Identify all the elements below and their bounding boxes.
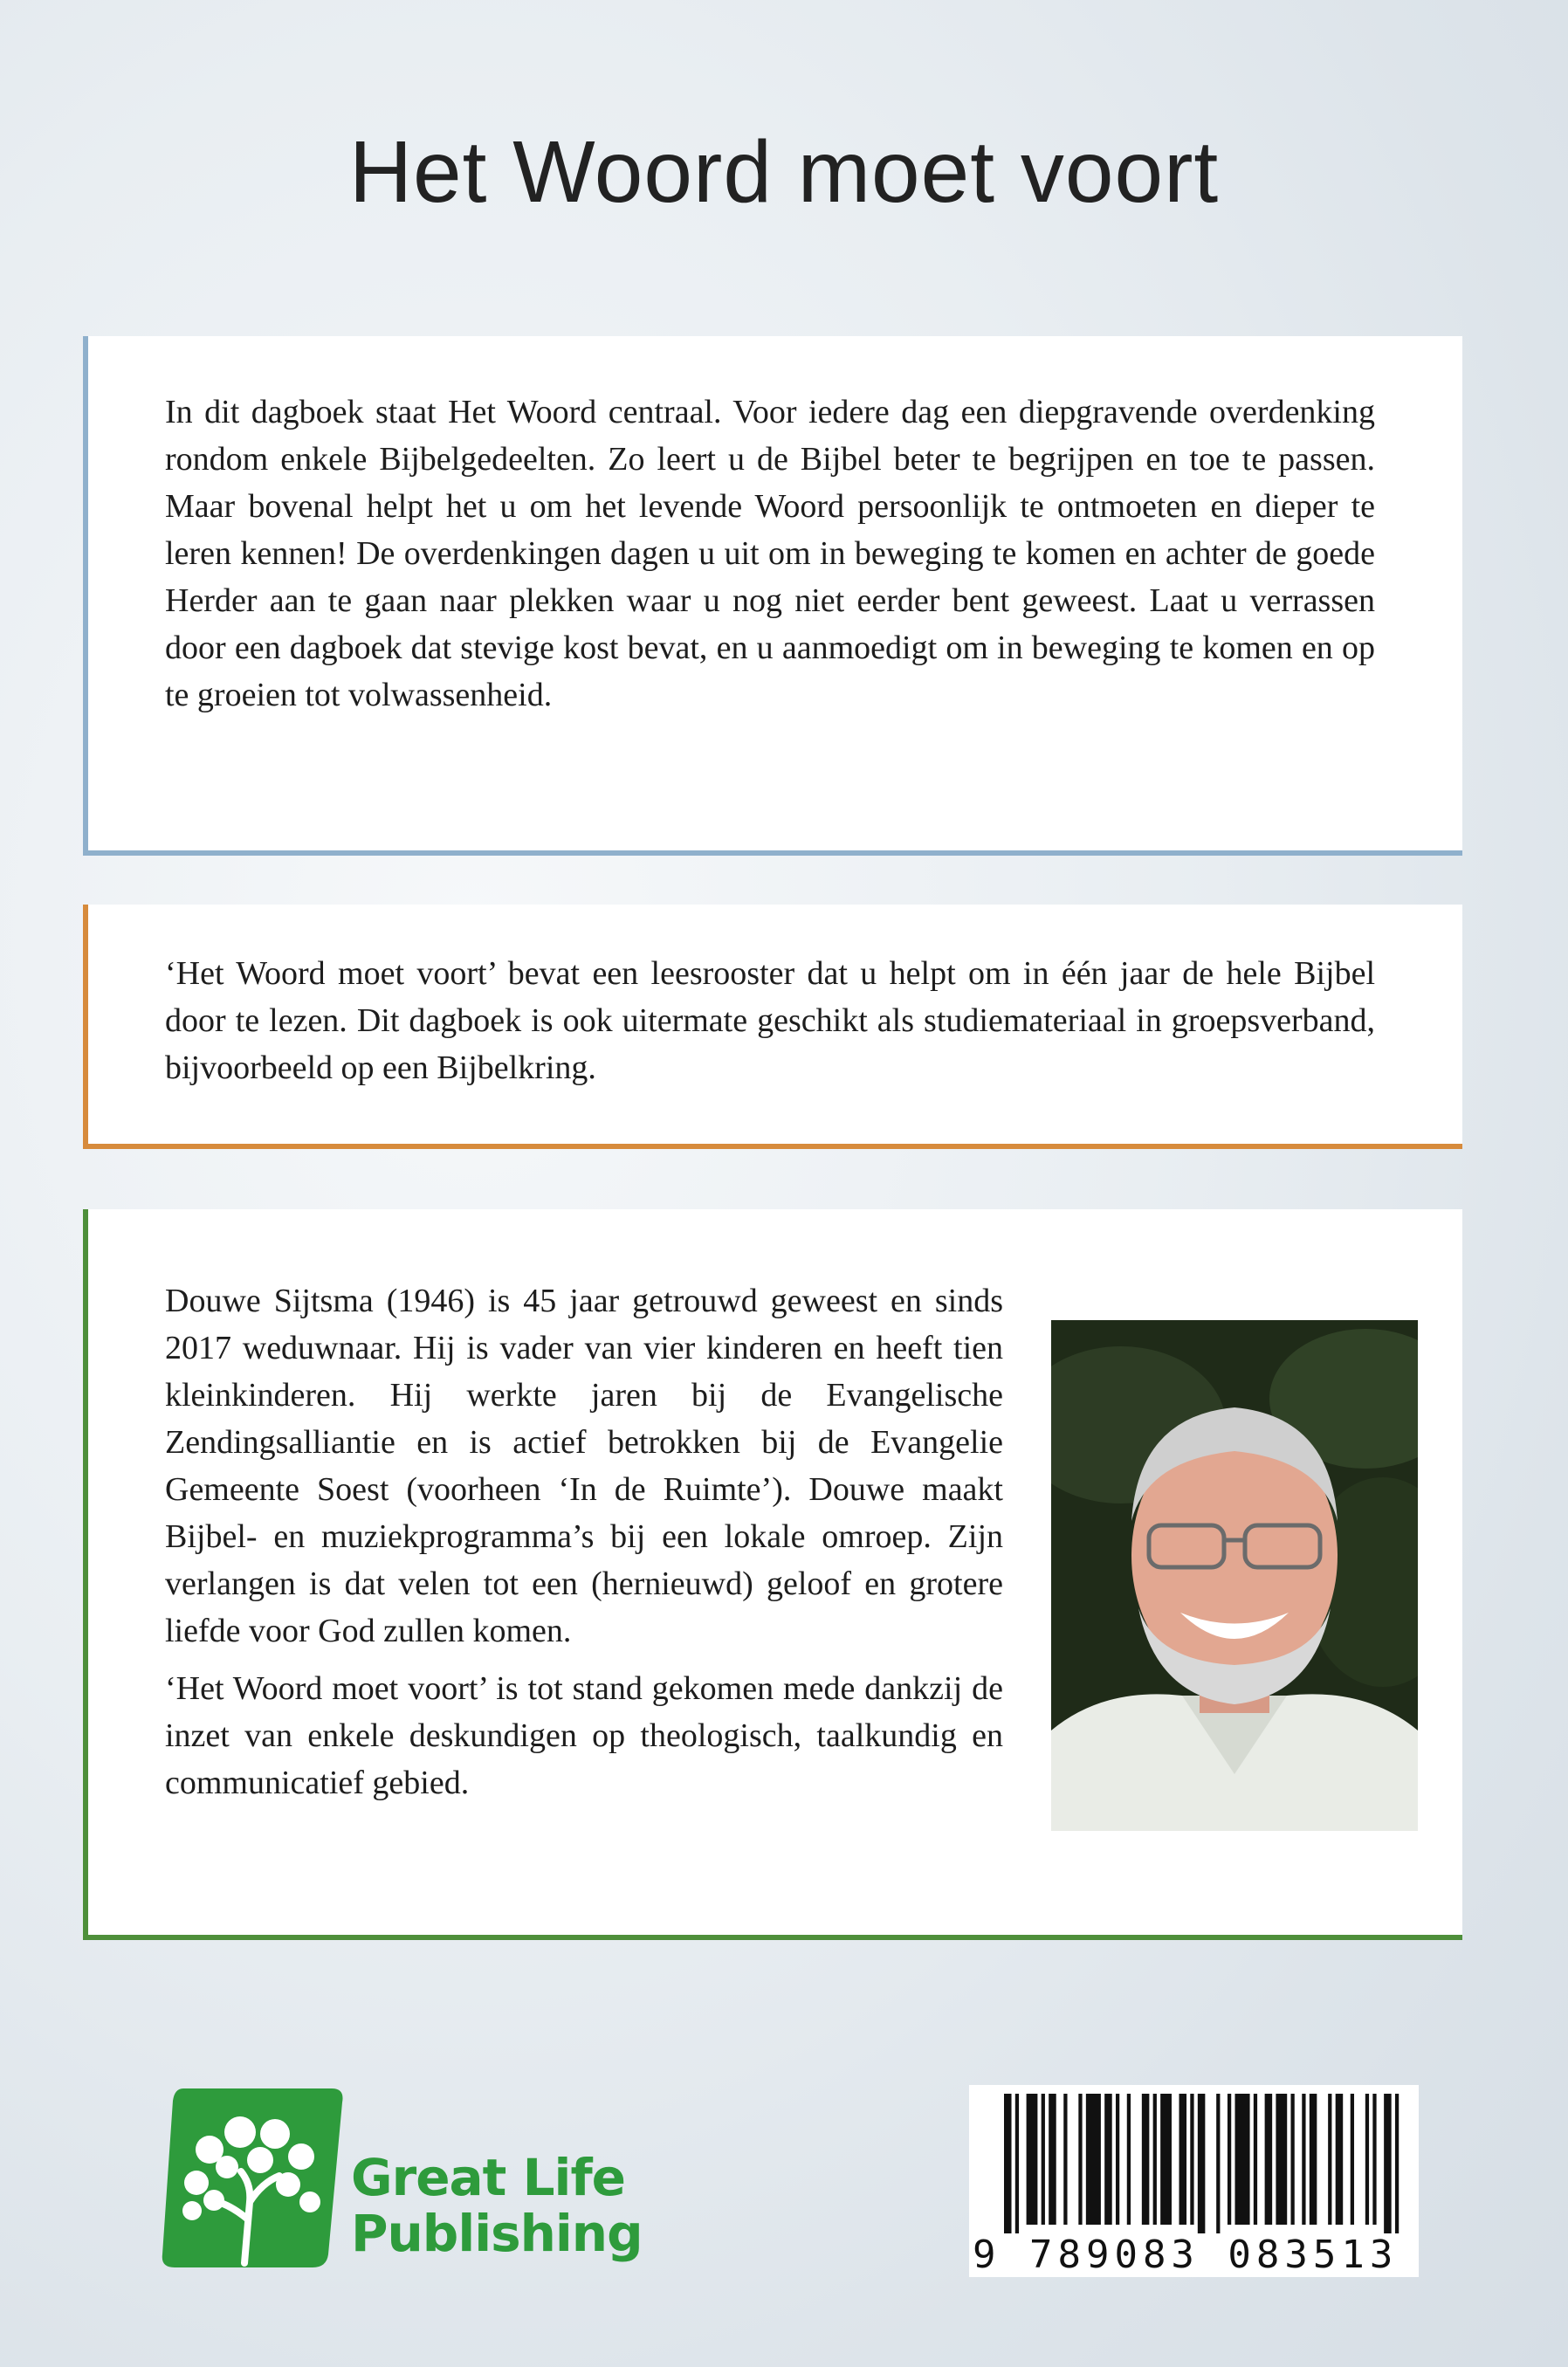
publisher-logo bbox=[157, 2080, 646, 2281]
barcode-bar bbox=[1190, 2094, 1193, 2225]
barcode-bar bbox=[1078, 2094, 1082, 2225]
barcode-bar bbox=[1328, 2094, 1331, 2225]
isbn-barcode bbox=[969, 2085, 1419, 2277]
barcode-bar bbox=[1063, 2094, 1067, 2225]
barcode-bar bbox=[1302, 2094, 1305, 2225]
author-photo bbox=[1051, 1320, 1418, 1831]
barcode-bar bbox=[1276, 2094, 1287, 2225]
barcode-number: 9 789083 083513 bbox=[973, 2233, 1399, 2277]
barcode-bar bbox=[1198, 2094, 1206, 2233]
barcode-bar bbox=[1228, 2094, 1231, 2225]
barcode-bar bbox=[1104, 2094, 1112, 2225]
barcode-bar bbox=[1365, 2094, 1369, 2225]
publisher-name bbox=[351, 2150, 643, 2261]
publisher-name-line1: Great Life bbox=[351, 2148, 626, 2207]
intro-paragraph: In dit dagboek staat Het Woord centraal. Voor iedere dag een diepgravende overdenking rondom enkele Bijbelgedeelten. Zo leert u de Bijbel beter te begrijpen en toe te passen. Maar bovenal helpt het u om het levende Woord persoonlijk te ontmoeten en dieper te leren kennen! De overdenkingen dagen u uit om in beweging te komen en achter de goede Herder aan te gaan naar plekken waar u nog niet eerder bent geweest. Laat u verrassen door een dagboek dat stevige kost bevat, en u aanmoedigt om in beweging te komen en op te groeien tot volwassenheid. bbox=[165, 394, 1375, 713]
barcode-bar bbox=[1384, 2094, 1392, 2233]
tree-icon bbox=[157, 2080, 349, 2281]
barcode-bar bbox=[1127, 2094, 1131, 2225]
barcode-bar bbox=[1395, 2094, 1399, 2233]
barcode-bar bbox=[1142, 2094, 1150, 2225]
author-panel bbox=[83, 1209, 1462, 1940]
barcode-bar bbox=[1336, 2094, 1344, 2225]
barcode-bar bbox=[1049, 2094, 1056, 2225]
barcode-bar bbox=[1153, 2094, 1157, 2225]
barcode-bar bbox=[1116, 2094, 1119, 2225]
barcode-bar bbox=[1310, 2094, 1317, 2225]
barcode-bar bbox=[1290, 2094, 1294, 2225]
author-credits: ‘Het Woord moet voort’ is tot stand gekomen mede dankzij de inzet van enkele deskundigen op theologisch, taalkundig en communicatief gebied. bbox=[165, 1670, 1003, 1801]
publisher-name-line2: Publishing bbox=[351, 2204, 643, 2263]
barcode-bar bbox=[1015, 2094, 1019, 2233]
author-portrait-illustration bbox=[1051, 1320, 1418, 1831]
author-bio: Douwe Sijtsma (1946) is 45 jaar getrouwd geweest en sinds 2017 weduwnaar. Hij is vader van vier kinderen en heeft tien kleinkinderen. Hij werkte jaren bij de Evangelische Zendingsalliantie en is actief betrokken bij de Evangelie Gemeente Soest (voorheen ‘In de Ruimte’). Douwe maakt Bijbel- en muziekprogramma’s bij een lokale omroep. Zijn verlangen is dat velen tot een (hernieuwd) geloof en grotere liefde voor God zullen komen. bbox=[165, 1283, 1003, 1649]
barcode-bar bbox=[1216, 2094, 1220, 2233]
barcode-bar bbox=[1027, 2094, 1038, 2225]
barcode-bar bbox=[1265, 2094, 1273, 2225]
page-title: Het Woord moet voort bbox=[348, 123, 1220, 221]
reading-plan-paragraph: ‘Het Woord moet voort’ bevat een leesrooster dat u helpt om in één jaar de hele Bijbel door te lezen. Dit dagboek is ook uitermate geschikt als studiemateriaal in groepsverband, bijvoorbeeld op een Bijbelkring. bbox=[165, 955, 1375, 1086]
barcode-bar bbox=[1254, 2094, 1257, 2225]
barcode-bar bbox=[1235, 2094, 1250, 2225]
reading-plan-panel bbox=[83, 905, 1462, 1149]
barcode-bars bbox=[1004, 2094, 1410, 2233]
barcode-bar bbox=[1351, 2094, 1354, 2225]
barcode-bar bbox=[1086, 2094, 1101, 2225]
barcode-bar bbox=[1004, 2094, 1012, 2233]
barcode-bar bbox=[1042, 2094, 1045, 2225]
barcode-bar bbox=[1160, 2094, 1172, 2225]
barcode-bar bbox=[1179, 2094, 1187, 2225]
barcode-bar bbox=[1372, 2094, 1376, 2225]
intro-panel bbox=[83, 336, 1462, 856]
